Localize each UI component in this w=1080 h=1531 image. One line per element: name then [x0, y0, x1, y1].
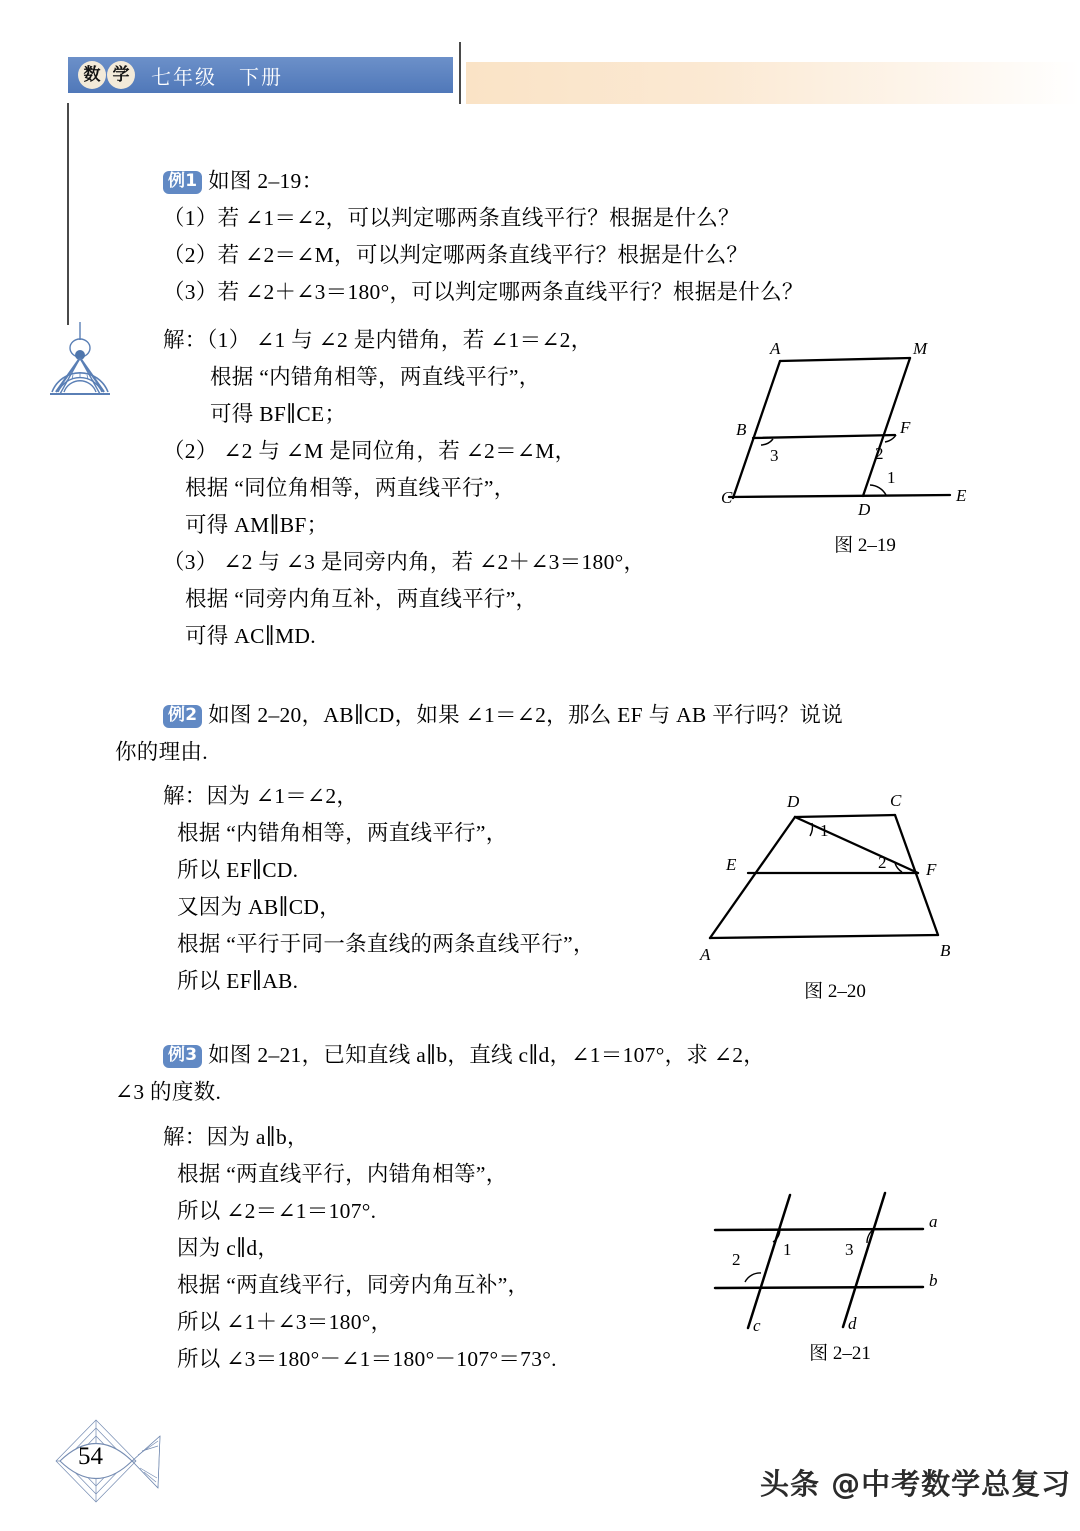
solution-line: 所以 EF∥CD. [177, 858, 299, 882]
solution-line: 解：（1） ∠1 与 ∠2 是内错角，若 ∠1＝∠2， [163, 328, 593, 352]
figure-label-B: B [736, 420, 747, 439]
figure-label-A: A [770, 339, 781, 358]
solution-line: 可得 AM∥BF； [185, 513, 329, 537]
page-ornament-fish-icon [48, 1408, 188, 1518]
example-3-prompt-line-1: 如图 2–21，已知直线 a∥b，直线 c∥d，∠1＝107°，求 ∠2， [208, 1043, 766, 1067]
solution-line: 根据 “同旁内角互补，两直线平行”， [185, 587, 538, 611]
solution-line: 解：因为 ∠1＝∠2， [163, 784, 359, 808]
example-3-heading [163, 1037, 765, 1074]
example-1-question-1: （1）若 ∠1＝∠2，可以判定哪两条直线平行？根据是什么？ [163, 206, 740, 230]
example-3-prompt-line-2: ∠3 的度数. [115, 1080, 222, 1104]
solution-line: 所以 EF∥AB. [177, 969, 299, 993]
figure-angle-2: 2 [732, 1250, 741, 1269]
figure-angle-3: 3 [770, 446, 779, 465]
figure-angle-3: 3 [845, 1240, 854, 1259]
example-1-heading [163, 163, 804, 200]
subject-badge-2: 学 [107, 61, 135, 89]
header-title: 七年级 下册 [151, 64, 283, 89]
figure-label-E: E [956, 486, 967, 505]
left-margin-rule [67, 103, 69, 325]
figure-line-label-d: d [848, 1314, 857, 1333]
solution-line: 根据 “两直线平行，内错角相等”， [177, 1162, 508, 1186]
solution-line: 根据 “同位角相等，两直线平行”， [185, 476, 516, 500]
solution-line: （3） ∠2 与 ∠3 是同旁内角，若 ∠2＋∠3＝180°， [163, 550, 646, 574]
figure-label-F: F [926, 860, 937, 879]
subject-badge-1: 数 [78, 61, 106, 89]
figure-label-F: F [900, 418, 911, 437]
header-divider [459, 42, 461, 104]
figure-angle-2: 2 [875, 444, 884, 463]
figure-label-E: E [726, 855, 737, 874]
header-accent-bar [466, 62, 1080, 104]
figure-angle-1: 1 [783, 1240, 792, 1259]
figure-angle-1: 1 [887, 468, 896, 487]
solution-line: 根据 “内错角相等，两直线平行”， [177, 821, 508, 845]
solution-line: 根据 “平行于同一条直线的两条直线平行”， [177, 932, 595, 956]
figure-2-19 [721, 339, 995, 523]
solution-line: 因为 c∥d， [177, 1236, 280, 1260]
example-1-question-3: （3）若 ∠2＋∠3＝180°，可以判定哪两条直线平行？根据是什么？ [163, 280, 804, 304]
example-1-block [163, 163, 804, 311]
example-3-badge: 例3 [163, 1045, 202, 1068]
page-header-bar [68, 57, 453, 93]
figure-label-D: D [787, 792, 800, 811]
example-2-prompt-line-2: 你的理由. [115, 740, 208, 764]
solution-line: （2） ∠2 与 ∠M 是同位角，若 ∠2＝∠M， [163, 439, 577, 463]
example-3-solution [163, 1119, 557, 1378]
figure-label-B: B [940, 941, 951, 960]
figure-2-21 [705, 1185, 975, 1360]
figure-label-D: D [858, 500, 871, 519]
figure-label-C: C [890, 791, 902, 810]
solution-line: 解：因为 a∥b， [163, 1125, 309, 1149]
solution-line: 所以 ∠1＋∠3＝180°， [177, 1310, 393, 1334]
example-1-prompt: 如图 2–19： [208, 169, 324, 193]
figure-2-21-caption: 图 2–21 [809, 1343, 871, 1364]
solution-line: 可得 BF∥CE； [210, 402, 347, 426]
watermark: 头条 @中考数学总复习 [760, 1467, 1072, 1501]
example-1-solution [163, 322, 645, 655]
example-1-badge: 例1 [163, 171, 202, 194]
page-number: 54 [78, 1443, 103, 1470]
example-2-heading [163, 697, 843, 734]
figure-2-20 [690, 783, 980, 973]
figure-line-label-b: b [929, 1271, 938, 1290]
solution-line: 根据 “内错角相等，两直线平行”， [210, 365, 541, 389]
solution-line: 所以 ∠3＝180°－∠1＝180°－107°＝73°. [177, 1347, 557, 1371]
solution-line: 根据 “两直线平行，同旁内角互补”， [177, 1273, 530, 1297]
figure-angle-1: 1 [820, 821, 829, 840]
figure-label-A: A [700, 945, 711, 964]
figure-2-19-caption: 图 2–19 [834, 535, 896, 556]
figure-angle-2: 2 [878, 853, 887, 872]
example-2-block [115, 697, 844, 771]
figure-line-label-a: a [929, 1212, 938, 1231]
example-3-block [115, 1037, 766, 1111]
solution-line: 可得 AC∥MD. [185, 624, 316, 648]
figure-label-C: C [721, 488, 733, 507]
compass-ornament-icon [40, 322, 120, 402]
subject-badges [78, 61, 135, 89]
figure-label-M: M [913, 339, 928, 358]
example-2-badge: 例2 [163, 705, 202, 728]
example-2-solution [163, 778, 595, 1000]
solution-line: 又因为 AB∥CD， [177, 895, 342, 919]
solution-line: 所以 ∠2＝∠1＝107°. [177, 1199, 377, 1223]
figure-2-20-caption: 图 2–20 [804, 981, 866, 1002]
example-1-question-2: （2）若 ∠2＝∠M，可以判定哪两条直线平行？根据是什么？ [163, 243, 749, 267]
example-2-prompt-line-1: 如图 2–20，AB∥CD，如果 ∠1＝∠2，那么 EF 与 AB 平行吗？说说 [208, 703, 844, 727]
figure-line-label-c: c [753, 1316, 761, 1335]
